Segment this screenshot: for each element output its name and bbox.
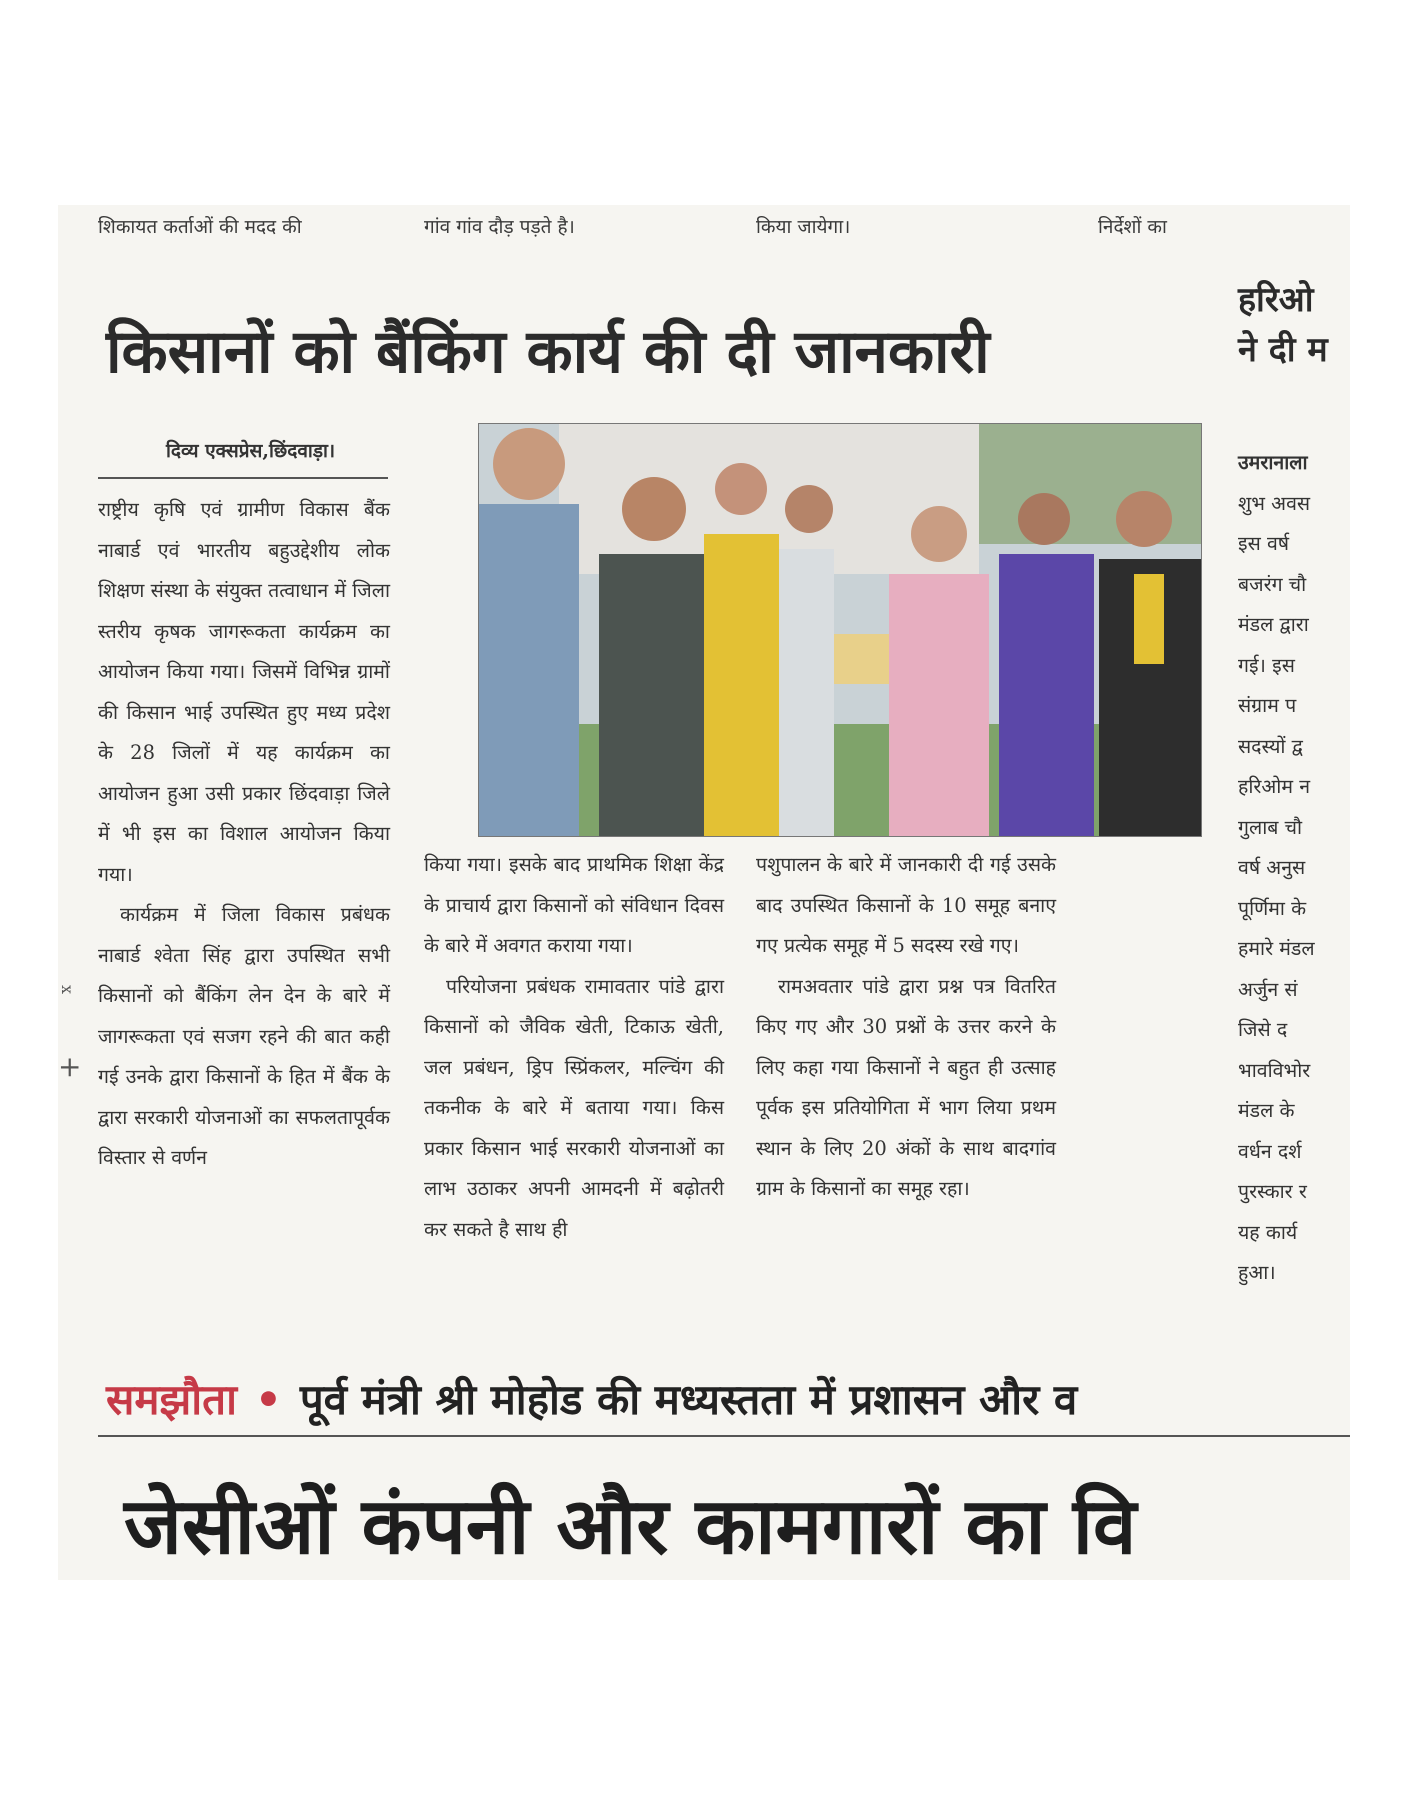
article-column-3 [756, 845, 1056, 1210]
col4-line: वर्धन दर्श [1238, 1139, 1302, 1163]
strap-headline [106, 1370, 1077, 1427]
strap-rule [98, 1435, 1350, 1437]
col4-line: हरिओम न [1238, 775, 1311, 798]
top-fragment-4: निर्देशों का [1098, 216, 1167, 238]
top-fragment-2: गांव गांव दौड़ पड़ते है। [424, 216, 575, 238]
top-fragment-1: शिकायत कर्ताओं की मदद की [98, 216, 302, 238]
col4-line: भावविभोर [1238, 1058, 1311, 1082]
col4-line: गई। इस [1238, 653, 1295, 677]
col4-line: जिसे द [1238, 1018, 1288, 1041]
col4-line: पुरस्कार र [1238, 1180, 1307, 1203]
col4-line: पूर्णिमा के [1238, 896, 1307, 920]
col1-paragraph-1: राष्ट्रीय कृषि एवं ग्रामीण विकास बैंक नाबार्ड एवं भारतीय बहुउद्देशीय लोक शिक्षण संस्था के संयुक्त तत्वाधान में जिला स्तरीय कृषक जागरूकता कार्यक्रम का आयोजन किया गया। जिसमें विभिन्न ग्रामों की किसान भाई उपस्थित हुए मध्य प्रदेश के 28 जिलों में यह कार्यक्रम का आयोजन हुआ उसी प्रकार छिंदवाड़ा जिले में भी इस का विशाल आयोजन किया गया। [98, 498, 390, 886]
col4-line: हमारे मंडल [1238, 937, 1315, 960]
col3-paragraph-2: रामअवतार पांडे द्वारा प्रश्न पत्र वितरित किए गए और 30 प्रश्नों के उत्तर करने के लिए कहा गया किसानों ने बहुत ही उत्साह पूर्वक इस प्रतियोगिता में भाग लिया प्रथम स्थान के लिए 20 अंकों के साथ बादगांव ग्राम के किसानों का समूह रहा। [756, 974, 1056, 1200]
margin-mark-x: x [58, 985, 77, 995]
side-headline-line-1: हरिओ [1238, 280, 1314, 320]
byline-rule [98, 477, 388, 479]
col4-line: गुलाब चौ [1238, 815, 1303, 839]
strap-label: समझौता [106, 1375, 237, 1424]
article-column-2 [424, 845, 724, 1250]
col2-paragraph-2: परियोजना प्रबंधक रामावतार पांडे द्वारा किसानों को जैविक खेती, टिकाऊ खेती, जल प्रबंधन, ड्रिप स्प्रिंकलर, मल्चिंग की तकनीक के बारे में बताया गया। किस प्रकार किसान भाई सरकारी योजनाओं का लाभ उठाकर अपनी आमदनी में बढ़ोतरी कर सकते है साथ ही [424, 974, 724, 1241]
col4-line: वर्ष अनुस [1238, 856, 1306, 879]
second-article-headline: जेसीओं कंपनी और कामगारों का वि [124, 1482, 1137, 1572]
col4-line: मंडल द्वारा [1238, 613, 1309, 636]
col3-paragraph-1: पशुपालन के बारे में जानकारी दी गई उसके बाद उपस्थित किसानों के 10 समूह बनाए गए प्रत्येक समूह में 5 सदस्य रखे गए। [756, 853, 1056, 957]
margin-mark-plus: + [58, 1050, 82, 1083]
col4-line: उमरानाला [1238, 451, 1308, 474]
col4-line: इस वर्ष [1238, 532, 1290, 555]
byline: दिव्य एक्सप्रेस,छिंदवाड़ा। [166, 440, 336, 462]
strap-text: पूर्व मंत्री श्री मोहोड की मध्यस्तता में प्रशासन और व [299, 1375, 1078, 1424]
photo-illustration [479, 424, 1201, 836]
article-column-4 [1238, 443, 1350, 1294]
col4-line: मंडल के [1238, 1099, 1295, 1122]
newspaper-clipping [58, 205, 1350, 1580]
side-headline-line-2: ने दी म [1238, 330, 1328, 370]
col1-paragraph-2: कार्यक्रम में जिला विकास प्रबंधक नाबार्ड श्वेता सिंह द्वारा उपस्थित सभी किसानों को बैंकिंग लेन देन के बारे में जागरूकता एवं सजग रहने की बात कही गई उनके द्वारा किसानों के हित में बैंक के द्वारा सरकारी योजनाओं का सफलतापूर्वक विस्तार से वर्णन [98, 903, 390, 1169]
col4-line: हुआ। [1238, 1261, 1276, 1284]
col4-line: सदस्यों द्व [1238, 734, 1303, 758]
article-photo [478, 423, 1202, 837]
col4-line: अर्जुन सं [1238, 977, 1298, 1001]
strap-bullet: • [254, 1375, 282, 1424]
top-fragment-3: किया जायेगा। [756, 216, 851, 238]
col4-line: बजरंग चौ [1238, 572, 1307, 596]
col2-paragraph-1: किया गया। इसके बाद प्राथमिक शिक्षा केंद्र के प्राचार्य द्वारा किसानों को संविधान दिवस के बारे में अवगत कराया गया। [424, 853, 724, 957]
article-column-1 [98, 490, 390, 1179]
col4-line: शुभ अवस [1238, 491, 1311, 515]
col4-line: संग्राम प [1238, 694, 1297, 717]
article-headline: किसानों को बैंकिंग कार्य की दी जानकारी [106, 317, 990, 387]
col4-line: यह कार्य [1238, 1220, 1298, 1244]
